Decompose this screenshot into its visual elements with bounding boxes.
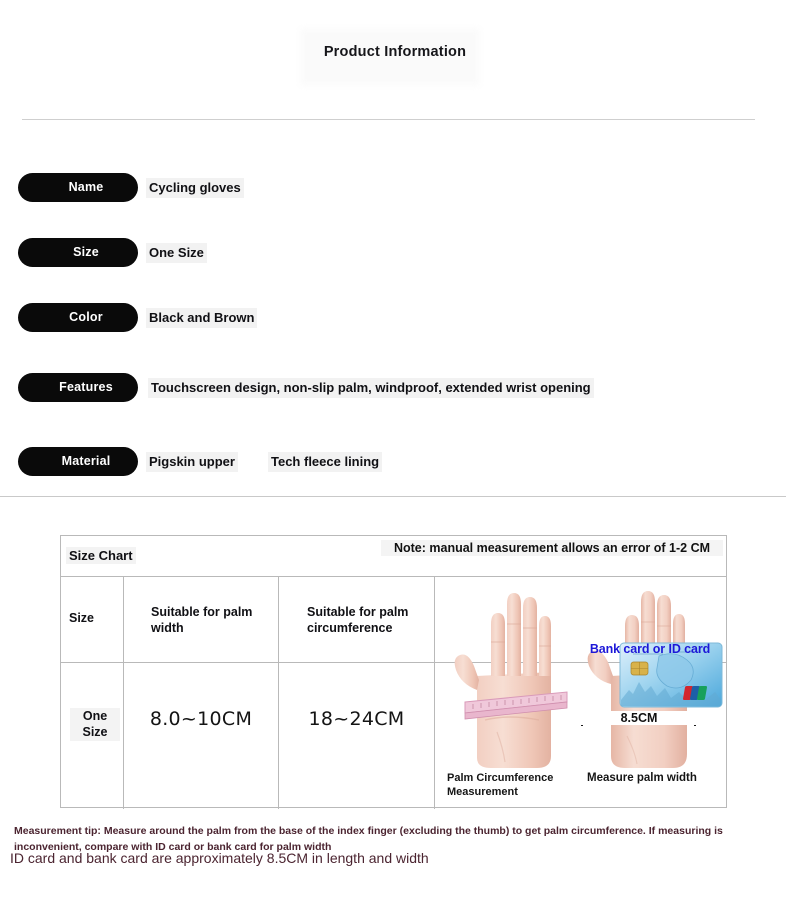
- size-chart-table: [60, 535, 727, 808]
- spec-value-color: Black and Brown: [146, 308, 257, 328]
- spec-label-pill-features: [18, 373, 138, 402]
- page-title: Product Information: [323, 44, 467, 60]
- divider-middle: [0, 496, 786, 497]
- cell-palm-circumference-value: 18~24CM: [308, 708, 405, 730]
- bank-card-label: Bank card or ID card: [589, 642, 711, 656]
- col-header-palm-circumference: Suitable for palm circumference: [307, 605, 409, 635]
- spec-row-material: [0, 447, 790, 477]
- spec-label-text: Name: [68, 180, 104, 195]
- spec-label-text: Features: [59, 380, 113, 395]
- left-hand-photo: [445, 580, 577, 770]
- measurement-illustration: [435, 578, 727, 808]
- right-hand-caption: Measure palm width: [587, 772, 697, 784]
- spec-value-material-lining: Tech fleece lining: [268, 452, 382, 472]
- spec-label-pill-color: [18, 303, 138, 332]
- spec-row-name: [0, 173, 790, 203]
- dimension-label: 8.5CM: [618, 711, 661, 725]
- card-size-note: ID card and bank card are approximately 8.5CM in length and width: [10, 850, 429, 866]
- spec-value-material-outer: Pigskin upper: [146, 452, 238, 472]
- cell-size-value: One Size: [70, 708, 120, 741]
- divider-top: [22, 119, 755, 120]
- spec-row-color: [0, 303, 790, 333]
- spec-row-features: [0, 373, 790, 403]
- spec-label-text: Color: [69, 310, 103, 325]
- cell-palm-width-value: 8.0~10CM: [149, 708, 253, 730]
- column-divider-2: [278, 577, 279, 809]
- spec-label-text: Size: [73, 245, 99, 260]
- spec-label-text: Material: [61, 454, 111, 469]
- dimension-label-wrap: [578, 711, 700, 725]
- size-chart-header-row: [61, 536, 726, 577]
- size-chart-note: Note: manual measurement allows an error of 1-2 CM: [381, 540, 723, 556]
- spec-value-size: One Size: [146, 243, 207, 263]
- size-chart-title: Size Chart: [66, 547, 136, 564]
- spec-label-pill-name: [18, 173, 138, 202]
- spec-value-name: Cycling gloves: [146, 178, 244, 198]
- spec-row-size: [0, 238, 790, 268]
- spec-label-pill-size: [18, 238, 138, 267]
- col-header-size: Size: [69, 611, 95, 625]
- card-width-dimension: [578, 711, 700, 727]
- spec-value-features: Touchscreen design, non-slip palm, windproof, extended wrist opening: [148, 378, 594, 398]
- spec-label-pill-material: [18, 447, 138, 476]
- col-header-palm-width: Suitable for palm width: [151, 605, 253, 635]
- left-hand-caption: Palm Circumference Measurement: [447, 772, 554, 799]
- measurement-tip: Measurement tip: Measure around the palm from the base of the index finger (excluding the thumb) to get palm circumference. If measuring is inconvenient, compare with ID card or bank card for palm width: [14, 825, 723, 854]
- column-divider-1: [123, 577, 124, 809]
